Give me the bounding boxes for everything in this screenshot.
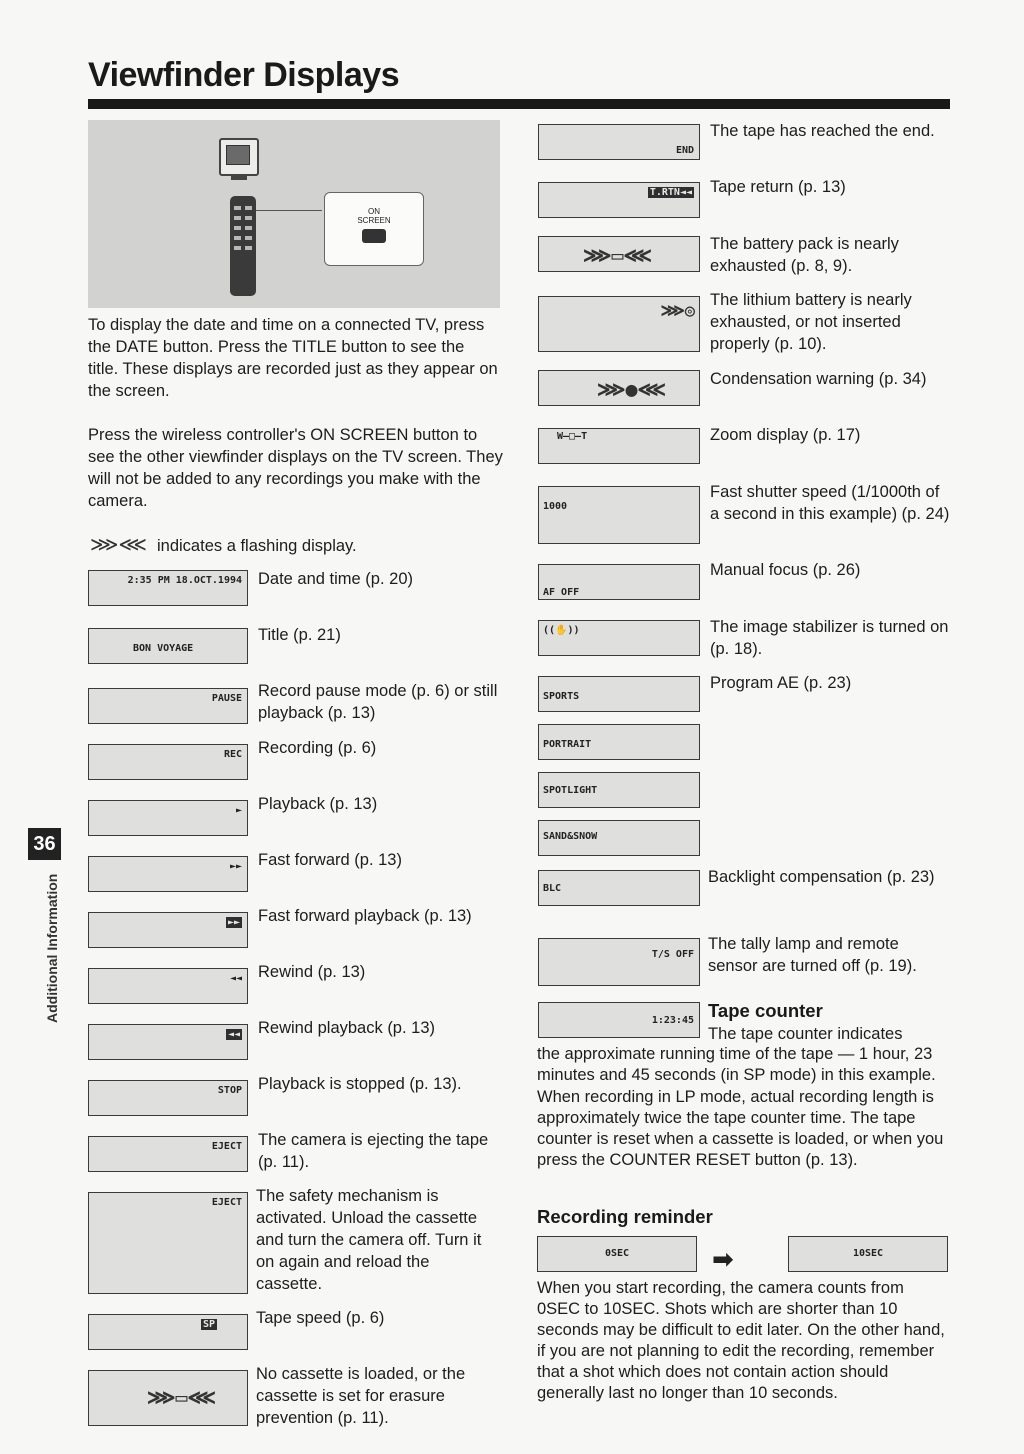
display-text: BON VOYAGE	[133, 643, 194, 654]
rec-display	[88, 744, 248, 780]
item-desc: Tape return (p. 13)	[710, 178, 846, 196]
display-text: ((✋))	[543, 625, 580, 636]
date-time-display	[88, 570, 248, 606]
flash-indicator-icon: ⋙⋘	[90, 534, 147, 556]
item-desc: Tape speed (p. 6)	[256, 1309, 385, 1327]
display-text: 1000	[543, 501, 568, 512]
section-label: Additional Information	[44, 874, 60, 1024]
condensation-display	[538, 370, 700, 406]
display-text: ◄◄	[229, 973, 242, 984]
recording-reminder-text: When you start recording, the camera counts from 0SEC to 10SEC. Shots which are shorter than 10 seconds may be difficult to edit later. On the other hand, if you are not planning to edit the recording, remember that a shot which does not contain action should generally last no longer than 10 seconds.	[537, 1279, 945, 1402]
flashing-cassette-icon: ⋙▭⋘	[147, 1385, 216, 1409]
remote-control-icon	[230, 196, 256, 296]
display-text: SPOTLIGHT	[543, 785, 598, 796]
display-text: BLC	[543, 883, 562, 894]
item-desc: Playback is stopped (p. 13).	[258, 1075, 462, 1093]
ff-playback-display	[88, 912, 248, 948]
display-text: ◄◄	[227, 1029, 240, 1040]
item-desc: The safety mechanism is activated. Unload the cassette and turn the camera off. Turn it on again and reload the cassette.	[256, 1187, 482, 1293]
page-title: Viewfinder Displays	[88, 56, 400, 94]
tape-speed-display	[88, 1314, 248, 1350]
manual-focus-display	[538, 564, 700, 600]
intro-paragraph-2: Press the wireless controller's ON SCREEN button to see the other viewfinder displays on the TV screen. They will not be added to any recordings you make with the camera.	[88, 426, 503, 510]
item-desc: Recording (p. 6)	[258, 739, 377, 757]
display-text: ►	[235, 805, 242, 816]
playback-display	[88, 800, 248, 836]
no-cassette-display	[88, 1370, 248, 1426]
recording-reminder-heading: Recording reminder	[537, 1206, 713, 1227]
sand-snow-display	[538, 820, 700, 856]
display-text: ►►	[227, 917, 240, 928]
shutter-speed-display	[538, 486, 700, 544]
rewind-playback-display	[88, 1024, 248, 1060]
display-text: SPORTS	[543, 691, 580, 702]
display-text: 10SEC	[852, 1248, 884, 1259]
item-desc: Rewind playback (p. 13)	[258, 1019, 436, 1037]
item-desc: The camera is ejecting the tape (p. 11).	[258, 1131, 489, 1171]
display-text: STOP	[217, 1085, 242, 1096]
display-text: SAND&SNOW	[543, 831, 598, 842]
item-desc: Fast shutter speed (1/1000th of a second in this example) (p. 24)	[710, 483, 950, 523]
display-text: SP	[202, 1319, 215, 1330]
title-rule	[88, 99, 950, 109]
sports-display	[538, 676, 700, 712]
item-desc: Date and time (p. 20)	[258, 570, 413, 588]
item-desc: The lithium battery is nearly exhausted, or not inserted properly (p. 10).	[710, 291, 912, 353]
on-screen-button-icon	[362, 229, 386, 243]
display-text: 0SEC	[604, 1248, 630, 1259]
stop-display	[88, 1080, 248, 1116]
flashing-droplet-icon: ⋙●⋘	[597, 377, 666, 401]
item-desc: Program AE (p. 23)	[710, 674, 852, 692]
item-desc: Backlight compensation (p. 23)	[708, 868, 935, 886]
display-text: PAUSE	[211, 693, 242, 704]
item-desc: Fast forward (p. 13)	[258, 851, 402, 869]
item-desc: The image stabilizer is turned on (p. 18).	[710, 618, 949, 658]
display-text: T/S OFF	[651, 949, 694, 960]
flashing-battery-icon: ⋙▭⋘	[583, 243, 652, 267]
eject-warning-display	[88, 1192, 248, 1294]
spotlight-display	[538, 772, 700, 808]
tape-counter-display	[538, 1002, 700, 1038]
zoom-display	[538, 428, 700, 464]
item-desc: The tape has reached the end.	[710, 122, 935, 140]
pause-display	[88, 688, 248, 724]
reminder-end-display	[788, 1236, 948, 1272]
item-desc: The battery pack is nearly exhausted (p. 8, 9).	[710, 235, 899, 275]
battery-display	[538, 236, 700, 272]
display-text: PORTRAIT	[543, 739, 592, 750]
tally-sensor-display	[538, 938, 700, 986]
item-desc: Condensation warning (p. 34)	[710, 370, 927, 388]
item-desc: Fast forward playback (p. 13)	[258, 907, 472, 925]
rewind-display	[88, 968, 248, 1004]
onscreen-label-2: SCREEN	[357, 216, 391, 225]
tv-icon	[219, 138, 259, 176]
fast-forward-display	[88, 856, 248, 892]
tape-counter-text-2: the approximate running time of the tape — 1 hour, 23 minutes and 45 seconds (in SP mode) in this example. When recording in LP mode, actual recording length is approximately twice the tape counter time. The tape counter is reset when a cassette is loaded, or when you press the COUNTER RESET button (p. 13).	[537, 1045, 944, 1170]
intro-paragraph-1: To display the date and time on a connected TV, press the DATE button. Press the TITLE button to see the title. These displays are recorded just as they appear on the screen.	[88, 316, 498, 400]
item-desc: The tally lamp and remote sensor are turned off (p. 19).	[708, 935, 917, 975]
item-desc: No cassette is loaded, or the cassette is set for erasure prevention (p. 11).	[256, 1365, 466, 1427]
display-text: EJECT	[211, 1197, 242, 1208]
page-number-tab: 36	[28, 828, 61, 860]
display-text: AF OFF	[543, 587, 580, 598]
arrow-right-icon: ➡	[712, 1244, 734, 1274]
item-desc: Record pause mode (p. 6) or still playback (p. 13)	[258, 682, 498, 722]
callout-line	[256, 210, 322, 211]
reminder-start-display	[537, 1236, 697, 1272]
remote-illustration	[88, 120, 500, 308]
display-text: END	[675, 145, 694, 156]
onscreen-label-1: ON	[368, 207, 380, 216]
flashing-lithium-icon: ⋙◎	[660, 301, 695, 321]
display-text: 2:35 PM 18.OCT.1994	[127, 575, 242, 586]
display-text: 1:23:45	[651, 1015, 694, 1026]
portrait-display	[538, 724, 700, 760]
lithium-battery-display	[538, 296, 700, 352]
item-desc: Rewind (p. 13)	[258, 963, 366, 981]
display-text: T.RTN◄◄	[649, 187, 692, 198]
tape-return-display	[538, 182, 700, 218]
display-text: W—□—T	[557, 431, 588, 442]
tape-end-display	[538, 124, 700, 160]
item-desc: Manual focus (p. 26)	[710, 561, 861, 579]
display-text: EJECT	[211, 1141, 242, 1152]
display-text: REC	[223, 749, 242, 760]
on-screen-button-callout	[324, 192, 424, 266]
flash-note: indicates a flashing display.	[157, 537, 357, 555]
eject-display	[88, 1136, 248, 1172]
item-desc: Playback (p. 13)	[258, 795, 378, 813]
tape-counter-text-1: The tape counter indicates	[708, 1025, 903, 1043]
tape-counter-heading: Tape counter	[708, 1000, 823, 1021]
blc-display	[538, 870, 700, 906]
title-display	[88, 628, 248, 664]
item-desc: Zoom display (p. 17)	[710, 426, 861, 444]
item-desc: Title (p. 21)	[258, 626, 341, 644]
stabilizer-display	[538, 620, 700, 656]
display-text: ►►	[229, 861, 242, 872]
